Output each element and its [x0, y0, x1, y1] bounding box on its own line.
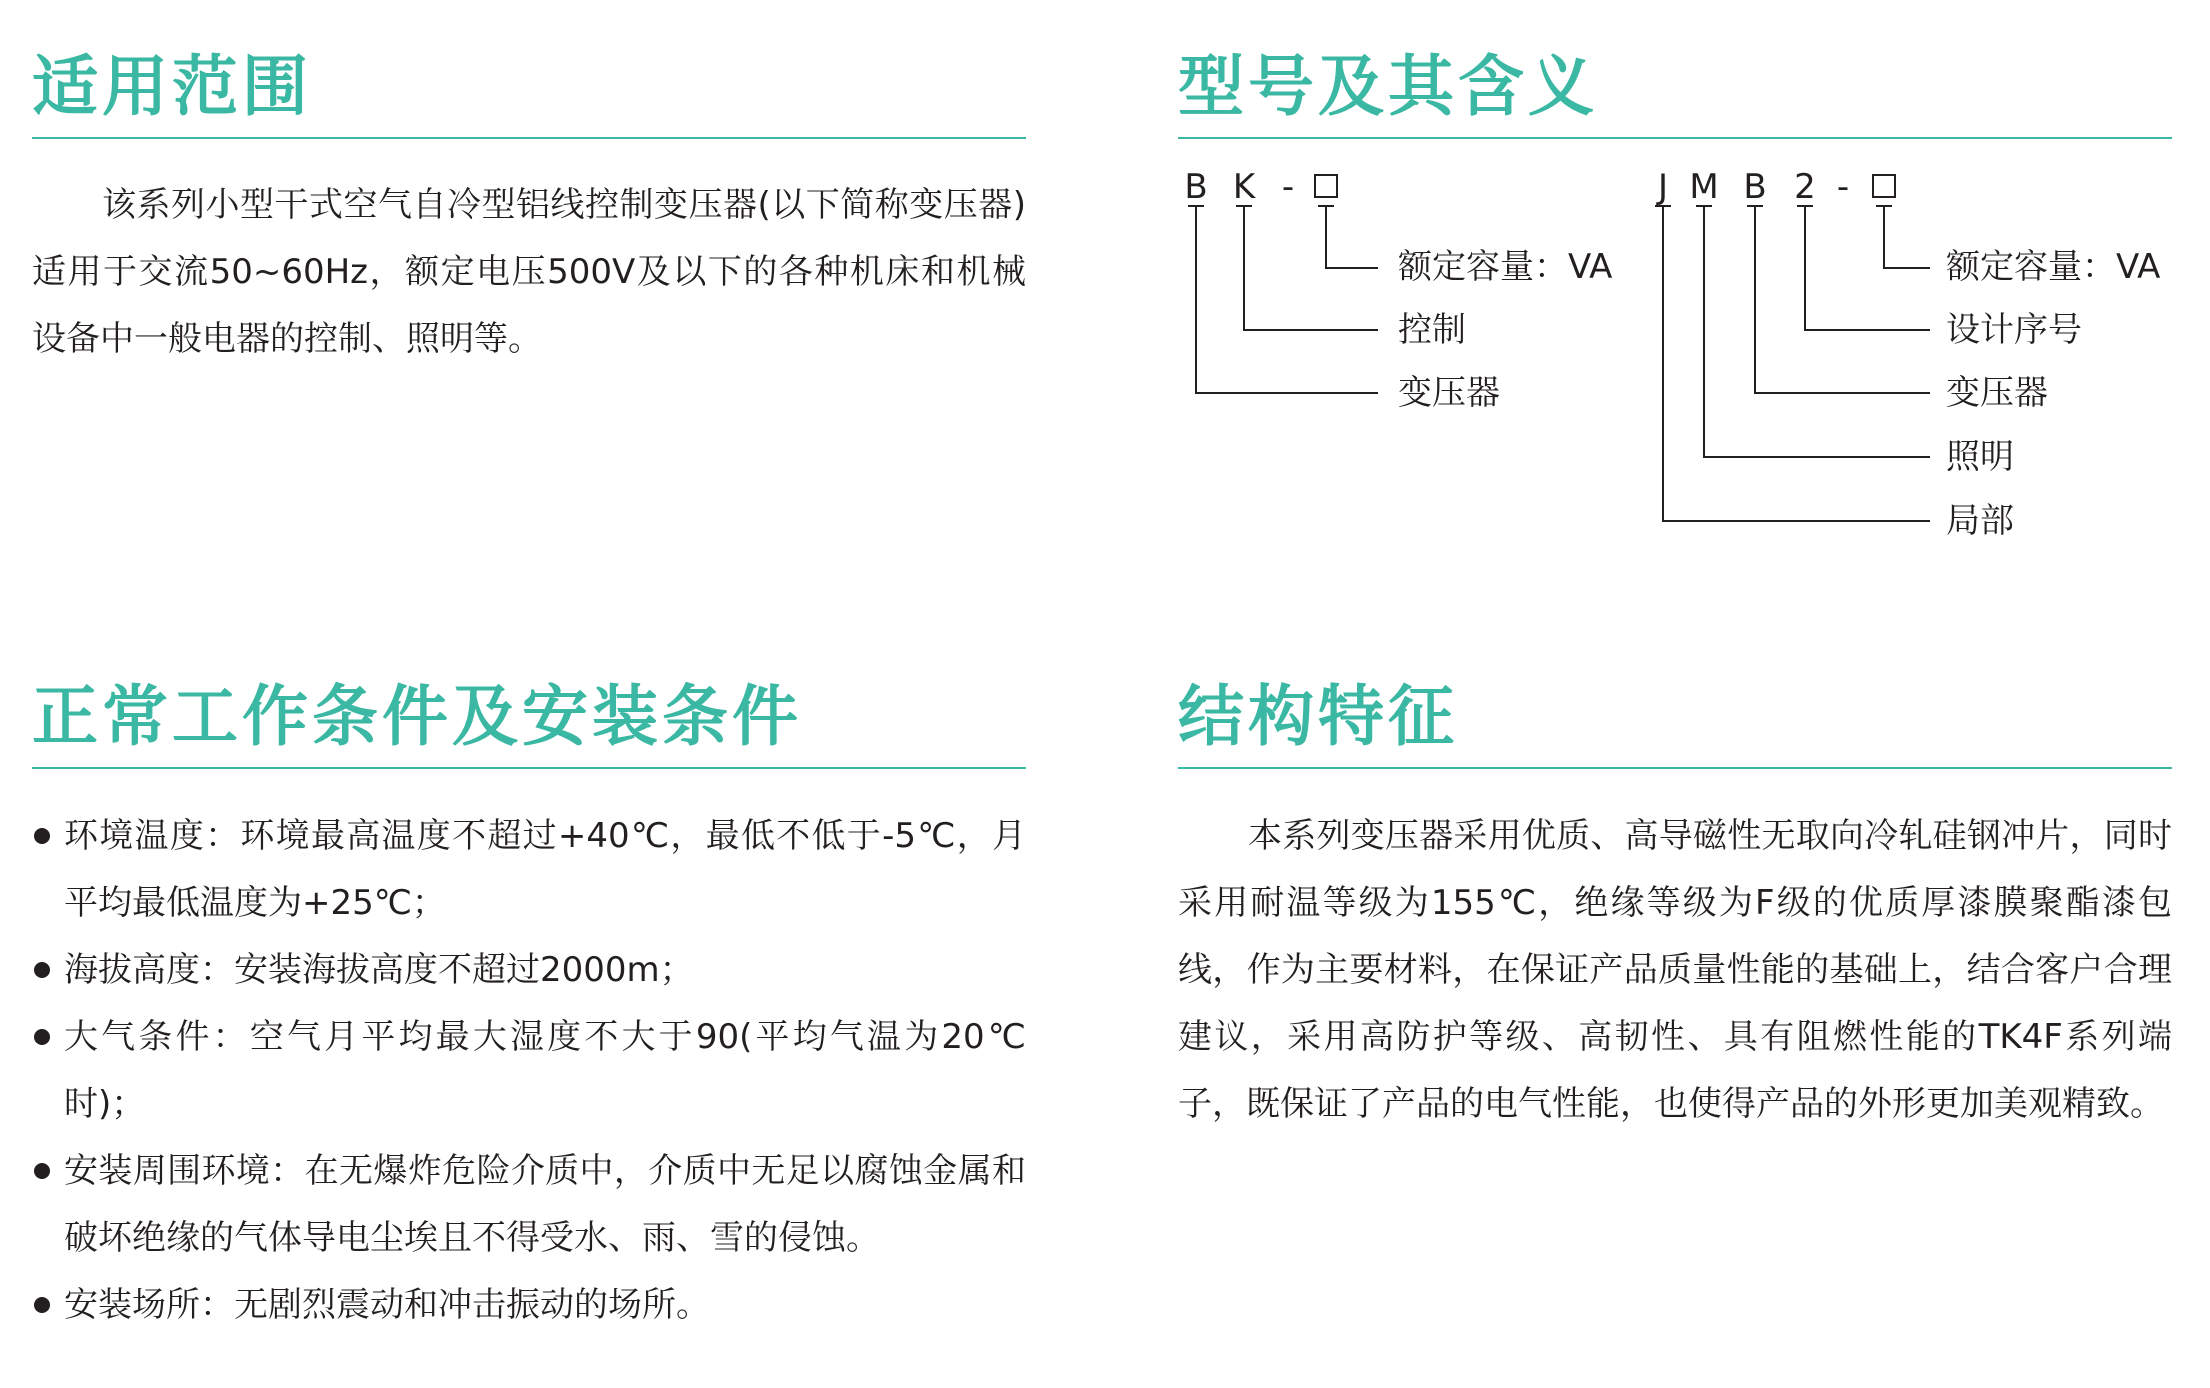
bullet-dot-icon — [34, 1029, 50, 1045]
scope-paragraph: 该系列小型干式空气自冷型铝线控制变压器(以下简称变压器)适用于交流50~60Hz，额定电压500V及以下的各种机床和机械设备中一般电器的控制、照明等。 — [32, 185, 1026, 359]
jmb-code-placeholder-box — [1872, 174, 1896, 198]
conditions-list-item: 海拔高度：安装海拔高度不超过2000m； — [32, 937, 1026, 1004]
bk-meaning-capacity: 额定容量：VA — [1398, 247, 1613, 287]
conditions-list-item: 安装周围环境：在无爆炸危险介质中，介质中无足以腐蚀金属和破坏绝缘的气体导电尘埃且不得受水、雨、雪的侵蚀。 — [32, 1138, 1026, 1272]
section-divider-structure — [1178, 767, 2172, 769]
jmb-meaning-design-serial: 设计序号 — [1946, 310, 2082, 350]
bk-code-char-k: K — [1232, 167, 1256, 207]
jmb-meaning-local: 局部 — [1946, 501, 2014, 541]
structure-paragraph: 本系列变压器采用优质、高导磁性无取向冷轧硅钢冲片，同时采用耐温等级为155℃，绝缘等级为F级的优质厚漆膜聚酯漆包线，作为主要材料，在保证产品质量性能的基础上，结合客户合理建议，采用高防护等级、高韧性、具有阻燃性能的TK4F系列端子，既保证了产品的电气性能，也使得产品的外形更加美观精致。 — [1178, 816, 2172, 1124]
bullet-dot-icon — [34, 1297, 50, 1313]
section-title-scope: 适用范围 — [32, 48, 312, 125]
jmb-code-char-b: B — [1743, 167, 1767, 207]
jmb-meaning-transformer: 变压器 — [1946, 373, 2048, 413]
model-code-connector-lines — [1170, 160, 2210, 560]
section-title-structure: 结构特征 — [1178, 678, 1458, 755]
jmb-meaning-lighting: 照明 — [1946, 437, 2014, 477]
conditions-list-item: 安装场所：无剧烈震动和冲击振动的场所。 — [32, 1272, 1026, 1339]
conditions-list — [32, 803, 1026, 1339]
bullet-dot-icon — [34, 1163, 50, 1179]
bk-meaning-control: 控制 — [1398, 310, 1466, 350]
section-title-conditions: 正常工作条件及安装条件 — [32, 678, 802, 755]
jmb-code-char-j: J — [1657, 167, 1669, 207]
model-code-diagram — [1170, 160, 2210, 560]
bk-meaning-transformer: 变压器 — [1398, 373, 1500, 413]
jmb-code-char-m: M — [1689, 167, 1719, 207]
section-divider-model — [1178, 137, 2172, 139]
conditions-list-item: 大气条件：空气月平均最大湿度不大于90(平均气温为20℃时)； — [32, 1004, 1026, 1138]
bk-code-char-b: B — [1184, 167, 1208, 207]
bk-code-char-dash: - — [1281, 167, 1295, 207]
jmb-meaning-capacity: 额定容量：VA — [1946, 247, 2161, 287]
bullet-dot-icon — [34, 962, 50, 978]
bk-code-placeholder-box — [1314, 174, 1338, 198]
jmb-code-char-2: 2 — [1794, 167, 1816, 207]
conditions-list-item: 环境温度：环境最高温度不超过+40℃，最低不低于-5℃，月平均最低温度为+25℃； — [32, 803, 1026, 937]
section-divider-scope — [32, 137, 1026, 139]
section-divider-conditions — [32, 767, 1026, 769]
bullet-dot-icon — [34, 828, 50, 844]
jmb-code-char-dash: - — [1836, 167, 1850, 207]
section-title-model: 型号及其含义 — [1178, 48, 1598, 125]
